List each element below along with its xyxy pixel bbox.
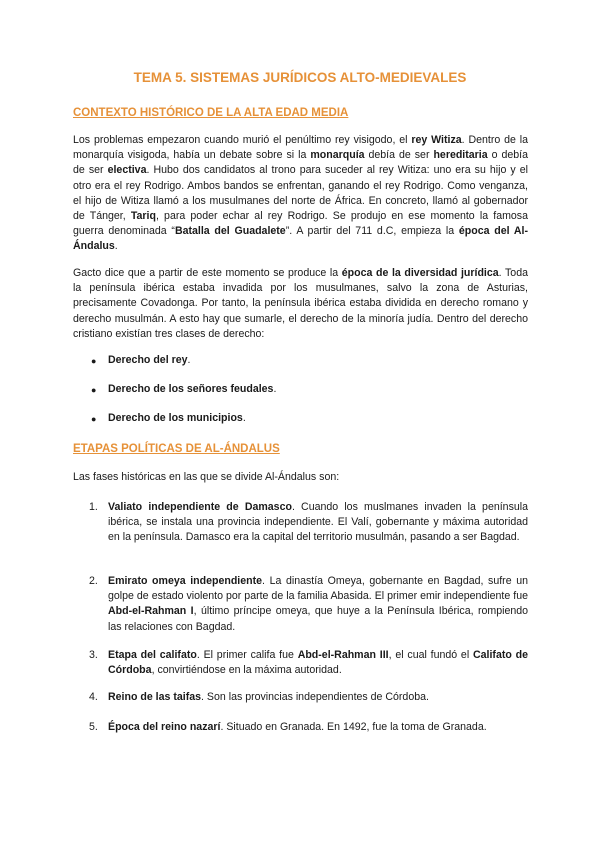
paragraph-etapas-intro: Las fases históricas en las que se divide Al-Ándalus son: — [73, 471, 340, 483]
text-run: , último príncipe omeya, que huye a la Península Ibérica, rompiendo las relaciones con Bagdad. — [108, 605, 529, 633]
bold-term: Emirato omeya independiente — [108, 575, 263, 587]
text-run: . Cuando los muslmanes invaden la península ibérica, se instala una provincia independiente. El Valí, gobernante y máxima autoridad en la península. Damasco era la capital del territorio musulmán, pasando a ser Bagdad. — [108, 501, 528, 544]
text-run: , convirtiéndose en la máxima autoridad. — [151, 664, 342, 677]
bullet-bold: Derecho de los señores feudales — [108, 383, 274, 395]
bold-term: rey Witiza — [411, 134, 462, 146]
list-number: 4. — [89, 691, 98, 703]
bold-term: época del Al-Ándalus — [73, 225, 529, 253]
text-run: , para poder echar al rey Rodrigo. Se produjo en ese momento la famosa guerra denominada “ — [73, 210, 528, 238]
bold-term: monarquía — [310, 149, 365, 162]
list-item — [73, 720, 528, 735]
section-heading-contexto: CONTEXTO HISTÓRICO DE LA ALTA EDAD MEDIA — [73, 107, 349, 119]
bullet-rest: . — [242, 412, 246, 424]
bullet-bold: Derecho de los municipios — [108, 412, 243, 424]
bullet-bold: Derecho del rey — [108, 354, 188, 366]
list-number: 3. — [89, 649, 98, 661]
list-item — [73, 574, 528, 635]
paragraph-contexto-1 — [73, 133, 528, 255]
list-item — [73, 412, 528, 427]
text-run: . Dentro de la monarquía visigoda, había un debate sobre si la — [73, 134, 528, 162]
section-heading-etapas: ETAPAS POLÍTICAS DE AL-ÁNDALUS — [73, 443, 280, 455]
bold-term: electiva — [107, 164, 147, 177]
list-item-text — [108, 648, 528, 678]
text-run: . La dinastía Omeya, gobernante en Bagdad, sufre un golpe de estado violento por parte de la familia Abasida. El primer emir independiente fue — [108, 575, 528, 603]
text-run: . Toda la península ibérica estaba invadida por los musulmanes, salvo la zona de Asturias, precisamente Covadonga. Por tanto, la península ibérica estaba dividida en derecho romano y derecho musulmán. A esto hay que sumarle, el derecho de la minoría judía. Dentro del derecho cristiano existían tres clases de derecho: — [73, 267, 528, 340]
bold-term: hereditaria — [433, 149, 488, 162]
text-run: . El primer califa fue — [196, 649, 298, 661]
bold-term: Abd-el-Rahman I — [108, 605, 194, 618]
list-item — [73, 500, 528, 546]
text-run: , el cual fundó el — [388, 649, 473, 661]
list-number: 1. — [89, 501, 98, 513]
text-run: ”. A partir del 711 d.C, empieza la — [285, 225, 459, 238]
bullet-icon: ● — [91, 385, 97, 395]
bold-term: Batalla del Guadalete — [174, 225, 286, 238]
text-run: . — [114, 240, 118, 253]
bullet-text — [108, 354, 190, 366]
list-item-text — [108, 574, 528, 635]
list-item — [73, 383, 528, 398]
text-run: . Son las provincias independientes de Córdoba. — [201, 691, 429, 703]
bold-term: Reino de las taifas — [108, 691, 202, 703]
paragraph-contexto-2 — [73, 266, 528, 342]
text-run: . Hubo dos candidatos al trono para suceder al rey Witiza: uno era su hijo y el otro era el rey Rodrigo. Ambos bandos se enfrentan, ganando el rey Rodrigo. Como venganza, el hijo de Witiza llamó a los musulmanes del norte de África. En concreto, llamó al gobernador de Tánger, — [73, 164, 528, 223]
bold-term: Califato de Córdoba — [108, 649, 528, 677]
text-run: Los problemas empezaron cuando murió el penúltimo rey visigodo, el — [73, 134, 412, 146]
list-item — [73, 690, 528, 705]
list-item — [73, 354, 528, 369]
bullet-icon: ● — [91, 356, 97, 366]
text-run: debía de ser — [364, 149, 434, 162]
list-number: 5. — [89, 721, 98, 733]
text-run: o debía de ser — [73, 149, 528, 177]
bold-term: Abd-el-Rahman III — [297, 649, 389, 661]
bullet-rest: . — [187, 354, 191, 366]
text-run: . Situado en Granada. En 1492, fue la toma de Granada. — [220, 721, 487, 733]
list-number: 2. — [89, 575, 98, 587]
list-item — [73, 648, 528, 678]
list-item-text — [108, 720, 528, 735]
document-title: TEMA 5. SISTEMAS JURÍDICOS ALTO-MEDIEVALES — [133, 70, 467, 85]
bold-term: Valiato independiente de Damasco — [108, 501, 292, 513]
list-item-text — [108, 500, 528, 546]
list-item-text — [108, 690, 528, 705]
bold-term: Etapa del califato — [108, 649, 197, 661]
bold-term: Tariq — [130, 210, 156, 223]
bullet-icon: ● — [91, 414, 97, 424]
bold-term: Época del reino nazarí — [108, 721, 221, 733]
bold-term: época de la diversidad jurídica — [341, 267, 499, 279]
bullet-rest: . — [273, 383, 277, 395]
bullet-text — [108, 412, 246, 424]
bullet-text — [108, 383, 276, 395]
text-run: Gacto dice que a partir de este momento se produce la — [73, 267, 342, 279]
